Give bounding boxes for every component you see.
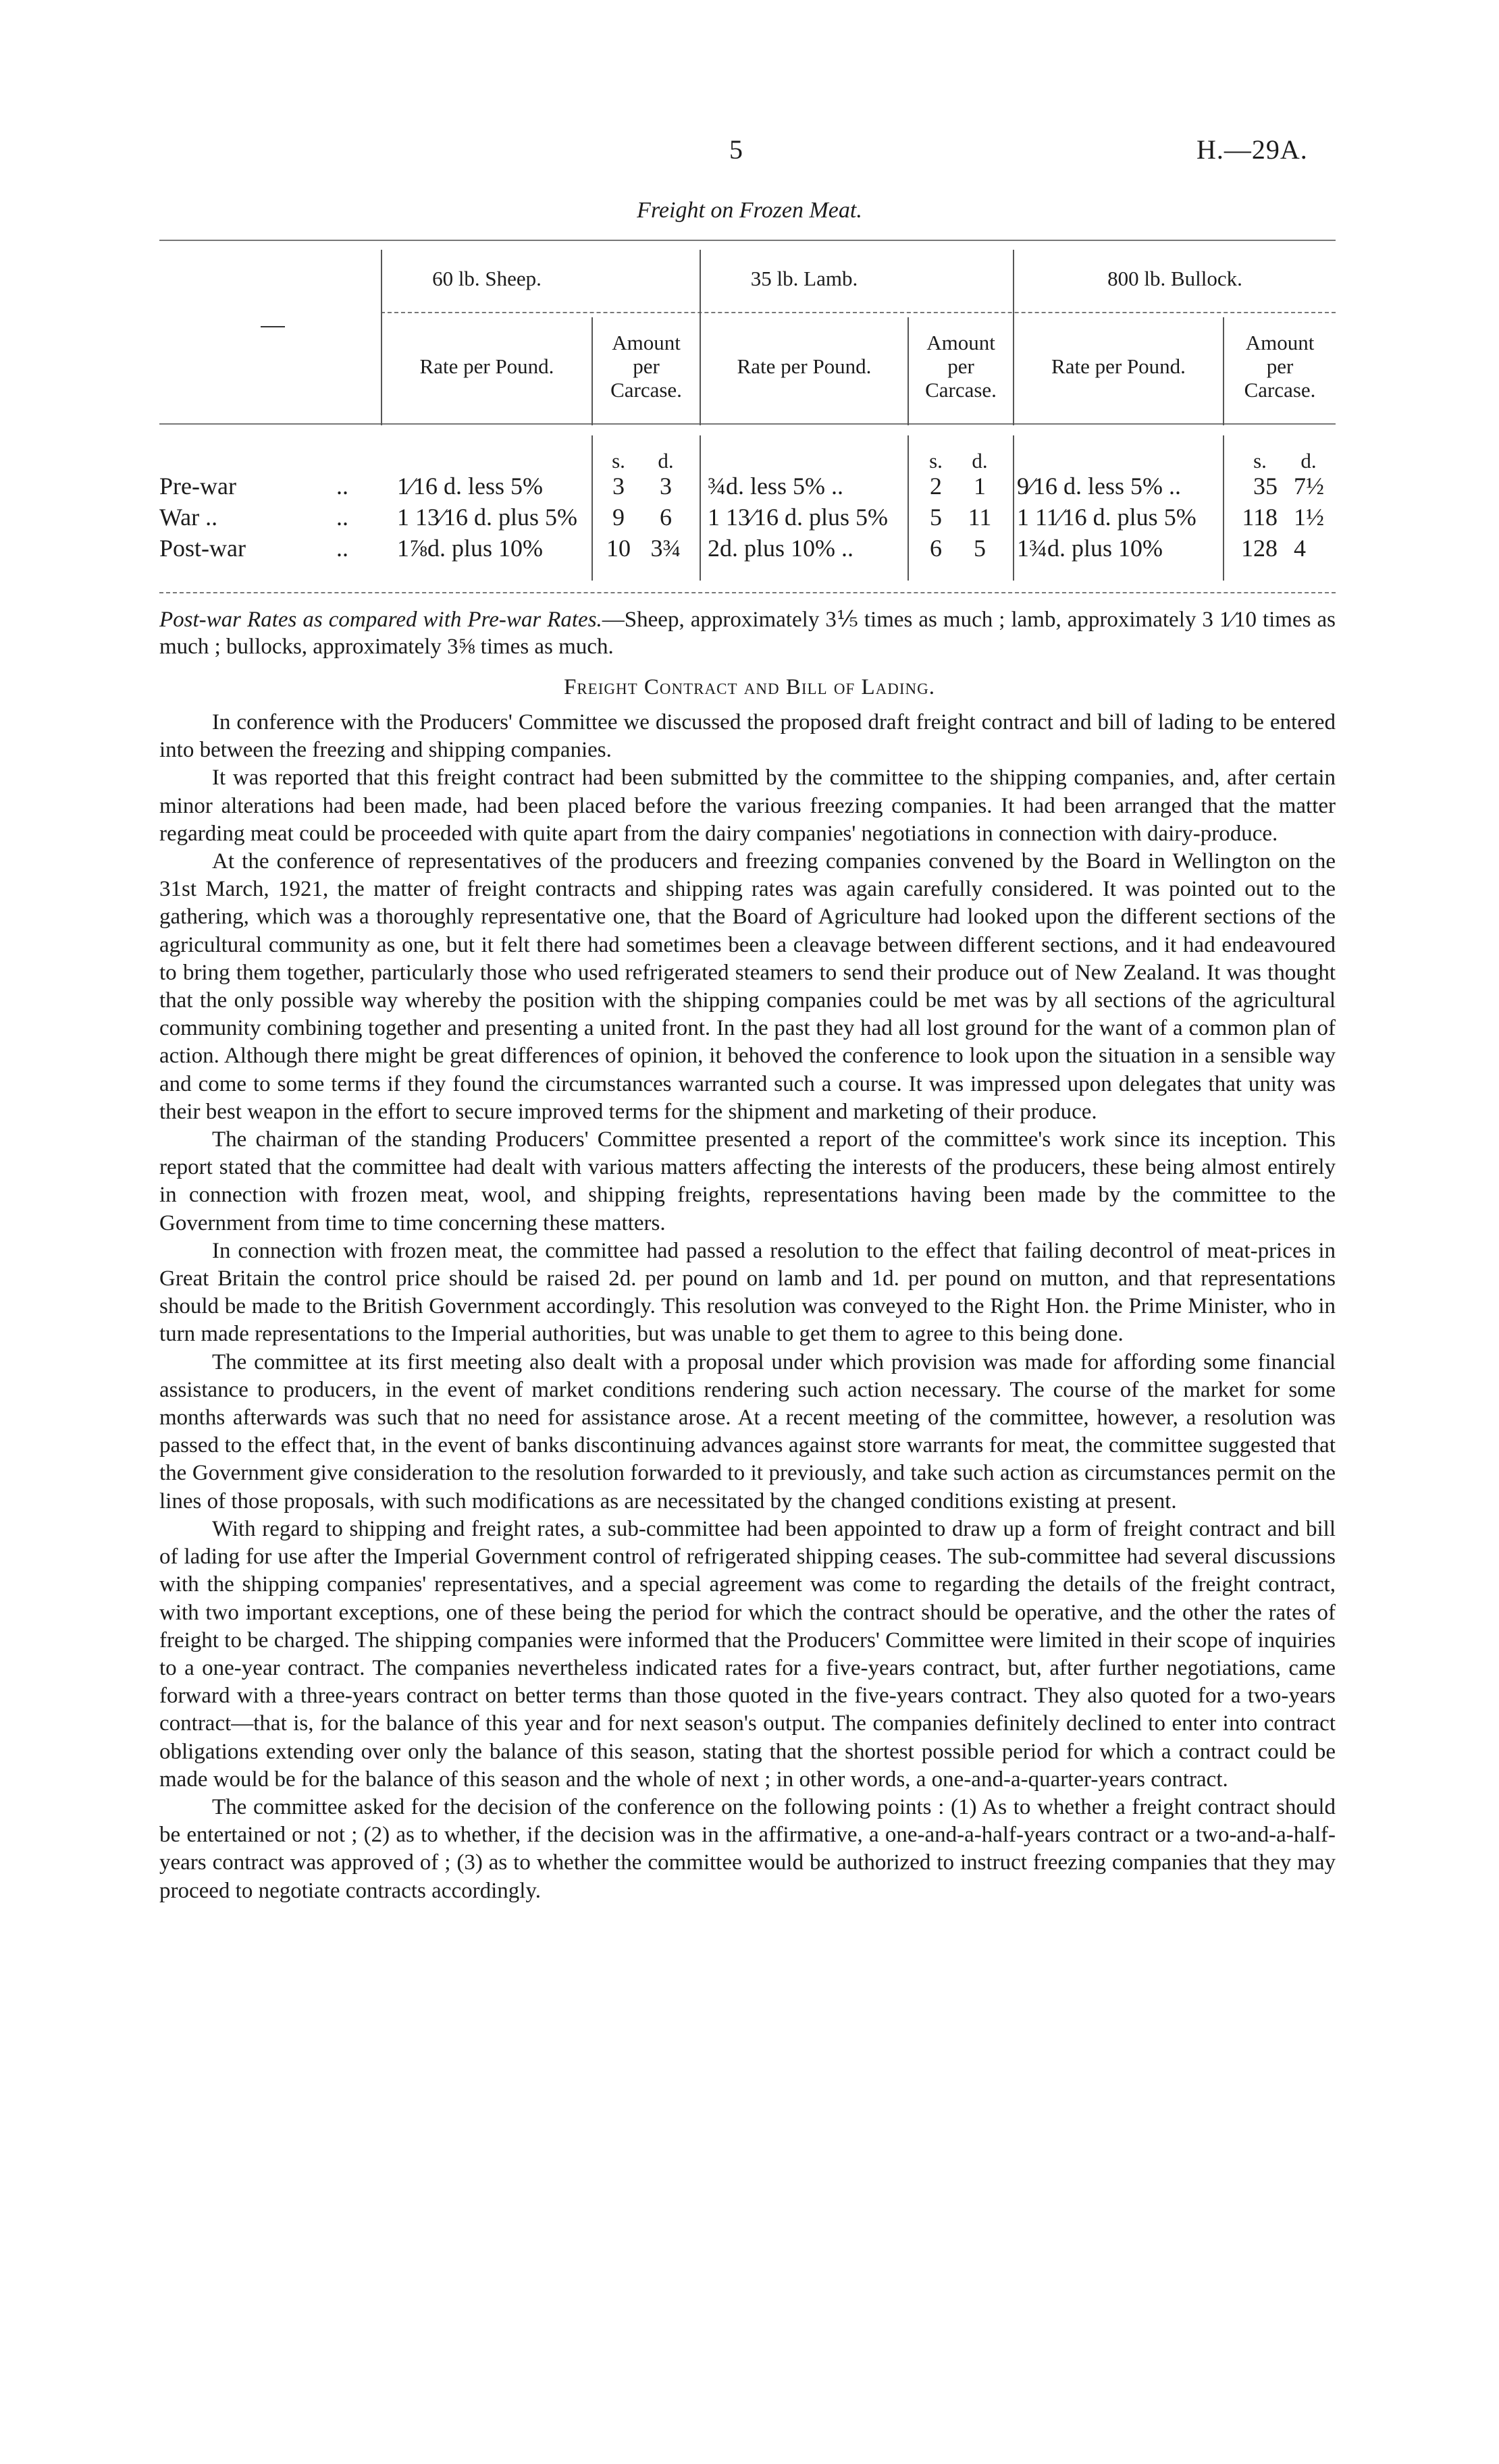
post-war-bullock-d: 4 — [1294, 535, 1306, 562]
pre-war-lamb-rate: ¾d. less 5% .. — [708, 473, 843, 500]
row-label-pre-war: Pre-war — [159, 473, 236, 500]
paragraph: At the conference of representatives of the producers and freezing companies convened by the Board in Wellington on the 31st March, 1921, the matter of freight contracts and shipping rates was again carefully considered. It was pointed out to the gathering, which was a thoroughly representative one, that the Board of Agriculture had looked upon the different sections of the agricultural community as one, but it felt there had sometimes been a cleavage between different sections, and it had endeavoured to bring them together, particularly those who used refrigerated steamers to send their produce out of New Zealand. It was thought that the only possible way whereby the position with the shipping companies could be met was by all sections of the agricultural community combining together and presenting a united front. In the past they had all lost ground for the want of a common plan of action. Although there might be great differences of opinion, it behoved the conference to look upon the situation in a sensible way and come to some terms if they found the circumstances warranted such a course. It was impressed upon delegates that unity was their best weapon in the effort to secure improved terms for the shipment and marketing of their produce. — [159, 849, 1336, 1124]
post-war-bullock-rate: 1¾d. plus 10% — [1017, 535, 1163, 562]
paragraph: The committee asked for the decision of the conference on the following points : (1) As to whether a freight contract should be entertained or not ; (2) as to whether, if the decision was in the affirmative, a one-and-a-half-years contract or a two-and-a-half-years contract was approved of ; (3) as to whether the committee would be authorized to instruct freezing companies that they may proceed to negotiate contracts accordingly. — [159, 1794, 1336, 1903]
paragraph: It was reported that this freight contract had been submitted by the committee to the shipping companies, and, after certain minor alterations had been made, had been placed before the various freezing companies. It had been arranged that the matter regarding meat could be proceeded with quite apart from the dairy companies' negotiations in connection with dairy-produce. — [159, 766, 1336, 846]
war-lamb-d: 11 — [968, 504, 992, 531]
rates-note-text: —Sheep, approximately 3⅕ times as much ; lamb, approximately 3 1⁄10 times as much ; bullocks, approximately 3⅝ times as much. — [159, 608, 1336, 659]
group-header-rule — [381, 312, 1336, 313]
rates-comparison-note — [159, 606, 1336, 660]
war-lamb-s: 5 — [930, 504, 942, 531]
post-war-lamb-s: 6 — [930, 535, 942, 562]
sheep-amount-header-1: Amount — [612, 331, 681, 354]
rates-note-lead: Post-war Rates as compared with Pre-war Rates. — [159, 608, 602, 632]
war-sheep-rate: 1 13⁄16 d. plus 5% — [397, 504, 578, 531]
lamb-amount-header-2: per — [947, 354, 974, 378]
bullock-rate-header: Rate per Pound. — [1051, 354, 1186, 378]
sheep-amount-header-3: Carcase. — [610, 378, 682, 402]
dash-under-label-header — [261, 326, 285, 327]
group-header-lamb: 35 lb. Lamb. — [750, 267, 858, 290]
pre-war-lamb-d: 1 — [974, 473, 986, 500]
table-top-rule — [159, 240, 1336, 241]
pre-war-sheep-s: 3 — [612, 473, 625, 500]
paragraph: With regard to shipping and freight rates, a sub-committee had been appointed to draw up a form of freight contract and bill of lading for use after the Imperial Government control of refrigerated shipping ceases. The sub-committee had several discussions with the shipping companies' representatives, and a special agreement was come to regarding the details of the freight contract, with two important exceptions, one of these being the period for which the contract should be operative, and the other the rates of freight to be charged. The shipping companies were informed that the Producers' Committee were limited in their scope of inquiries to a one-year contract. The companies nevertheless indicated rates for a five-years contract, but, after further negotiations, came forward with a three-years contract on better terms than those quoted in the five-years contract. They also quoted for a two-years contract—that is, for the balance of this year and for next season's output. The companies definitely declined to enter into contract obligations extending over only the balance of this season, stating that the shortest possible period for which a contract could be made would be for the balance of this season and the whole of next ; in other words, a one-and-a-quarter-years contract. — [159, 1516, 1336, 1792]
sheep-unit-d: d. — [658, 449, 674, 473]
pre-war-sheep-d: 3 — [660, 473, 672, 500]
body-text — [159, 709, 1336, 1905]
row-dots: .. — [336, 504, 348, 531]
col-divider — [700, 435, 701, 581]
pre-war-lamb-s: 2 — [930, 473, 942, 500]
bullock-amount-header-1: Amount — [1245, 331, 1315, 354]
paragraph: The committee at its first meeting also dealt with a proposal under which provision was made for affording some financial assistance to producers, in the event of market conditions rendering such action necessary. The course of the market for some months afterwards was such that no need for assistance arose. At a recent meeting of the committee, however, a resolution was passed to the effect that, in the event of banks discontinuing advances against store warrants for meat, the committee suggested that the Government give consideration to the resolution forwarded to it previously, and take such action as circumstances permit on the lines of those proposals, with such modifications as are necessitated by the changed conditions existing at present. — [159, 1349, 1336, 1514]
post-war-bullock-s: 128 — [1241, 535, 1278, 562]
sheep-rate-header: Rate per Pound. — [419, 354, 554, 378]
pre-war-bullock-s: 35 — [1253, 473, 1278, 500]
row-label-post-war: Post-war — [159, 535, 246, 562]
group-header-bullock: 800 lb. Bullock. — [1107, 267, 1242, 290]
pre-war-bullock-rate: 9⁄16 d. less 5% .. — [1017, 473, 1181, 500]
bullock-amount-header-3: Carcase. — [1244, 378, 1316, 402]
page-number: 5 — [729, 134, 743, 165]
war-sheep-s: 9 — [612, 504, 625, 531]
col-divider — [908, 435, 909, 581]
col-divider — [1013, 435, 1014, 581]
lamb-unit-s: s. — [929, 449, 943, 473]
war-sheep-d: 6 — [660, 504, 672, 531]
paragraph: In connection with frozen meat, the committee had passed a resolution to the effect that failing decontrol of meat-prices in Great Britain the control price should be raised 2d. per pound on lamb and 1d. per pound on mutton, and that representations should be made to the British Government accordingly. This resolution was conveyed to the Right Hon. the Prime Minister, who in turn made representations to the Imperial authorities, but was unable to get them to agree to this being done. — [159, 1238, 1336, 1347]
paragraph: In conference with the Producers' Committee we discussed the proposed draft freight contract and bill of lading to be entered into between the freezing and shipping companies. — [159, 710, 1336, 763]
section-heading: Freight Contract and Bill of Lading. — [563, 675, 936, 699]
sheep-unit-s: s. — [612, 449, 625, 473]
pre-war-sheep-rate: 1⁄16 d. less 5% — [397, 473, 543, 500]
lamb-unit-d: d. — [972, 449, 988, 473]
lamb-amount-header-3: Carcase. — [925, 378, 997, 402]
post-war-sheep-rate: 1⅞d. plus 10% — [397, 535, 543, 562]
row-label-war: War .. — [159, 504, 218, 531]
group-header-sheep: 60 lb. Sheep. — [432, 267, 542, 290]
row-dots: .. — [336, 473, 348, 500]
war-bullock-d: 1½ — [1294, 504, 1324, 531]
war-bullock-rate: 1 11⁄16 d. plus 5% — [1017, 504, 1196, 531]
bullock-unit-d: d. — [1300, 449, 1317, 473]
table-bottom-rule — [159, 592, 1336, 593]
col-divider — [591, 435, 593, 581]
pre-war-bullock-d: 7½ — [1294, 473, 1324, 500]
paragraph: The chairman of the standing Producers' Committee presented a report of the committee's work since its inception. This report stated that the committee had dealt with various matters affecting the interests of the producers, these being almost entirely in connection with frozen meat, wool, and shipping freights, representations having been made by the committee to the Government from time to time concerning these matters. — [159, 1127, 1336, 1235]
post-war-lamb-d: 5 — [974, 535, 986, 562]
header-bottom-rule — [159, 423, 1336, 425]
post-war-sheep-s: 10 — [606, 535, 631, 562]
bullock-amount-header-2: per — [1266, 354, 1294, 378]
bullock-unit-s: s. — [1253, 449, 1267, 473]
document-reference: H.—29A. — [1196, 134, 1308, 165]
sheep-amount-header-2: per — [633, 354, 660, 378]
war-lamb-rate: 1 13⁄16 d. plus 5% — [708, 504, 889, 531]
lamb-rate-header: Rate per Pound. — [737, 354, 872, 378]
war-bullock-s: 118 — [1242, 504, 1278, 531]
post-war-lamb-rate: 2d. plus 10% .. — [708, 535, 853, 562]
post-war-sheep-d: 3¾ — [650, 535, 681, 562]
row-dots: .. — [336, 535, 348, 562]
freight-table — [159, 240, 1336, 597]
table-title: Freight on Frozen Meat. — [637, 198, 862, 223]
col-divider — [1223, 435, 1224, 581]
lamb-amount-header-1: Amount — [926, 331, 995, 354]
